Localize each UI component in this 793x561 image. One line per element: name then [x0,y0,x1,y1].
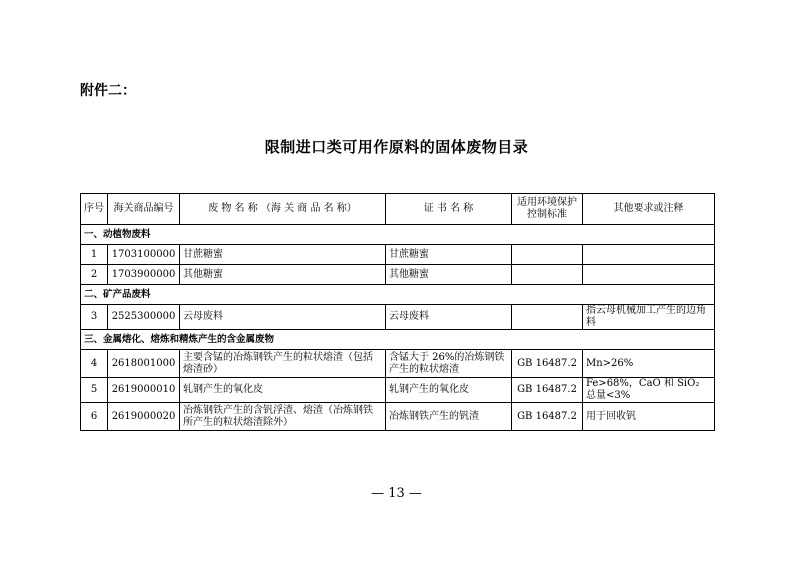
cell-name: 甘蔗糖蜜 [180,245,386,265]
cell-standard: GB 16487.2 [512,378,583,403]
cell-seq: 2 [81,265,108,285]
table-row [81,245,715,265]
header-cert: 证 书 名 称 [386,194,512,225]
attachment-label: 附件二： [80,83,136,99]
header-standard: 适用环境保护控制标准 [512,194,583,225]
cell-code: 2525300000 [108,305,180,330]
cell-cert: 云母废料 [386,305,512,330]
cell-seq: 4 [81,350,108,378]
waste-catalog-table [80,193,715,431]
section-title: 一、动植物废料 [81,225,715,245]
page-number: — 13 — [371,486,422,501]
header-code: 海关商品编号 [108,194,180,225]
cell-name: 其他糖蜜 [180,265,386,285]
section-row [81,225,715,245]
page-title: 限制进口类可用作原料的固体废物目录 [264,138,529,156]
cell-name: 云母废料 [180,305,386,330]
cell-cert: 冶炼钢铁产生的钒渣 [386,403,512,431]
section-title: 三、金属熔化、熔炼和精炼产生的含金属废物 [81,330,715,350]
cell-code: 2619000010 [108,378,180,403]
table-row [81,350,715,378]
cell-seq: 3 [81,305,108,330]
cell-standard: GB 16487.2 [512,350,583,378]
cell-standard [512,265,583,285]
cell-cert: 其他糖蜜 [386,265,512,285]
cell-seq: 1 [81,245,108,265]
cell-notes: 指云母机械加工产生的边角料 [583,305,715,330]
cell-notes [583,245,715,265]
header-notes: 其他要求或注释 [583,194,715,225]
section-title: 二、矿产品废料 [81,285,715,305]
cell-code: 1703100000 [108,245,180,265]
cell-standard [512,245,583,265]
cell-notes: Mn>26% [583,350,715,378]
cell-seq: 5 [81,378,108,403]
cell-standard: GB 16487.2 [512,403,583,431]
cell-cert: 甘蔗糖蜜 [386,245,512,265]
table-row [81,378,715,403]
header-seq: 序号 [81,194,108,225]
cell-name: 轧钢产生的氧化皮 [180,378,386,403]
table-row [81,403,715,431]
cell-code: 1703900000 [108,265,180,285]
section-row [81,285,715,305]
section-row [81,330,715,350]
cell-seq: 6 [81,403,108,431]
cell-standard [512,305,583,330]
cell-notes [583,265,715,285]
cell-notes: Fe>68%，CaO 和 SiO₂ 总量<3% [583,378,715,403]
cell-cert: 轧钢产生的氧化皮 [386,378,512,403]
header-name: 废 物 名 称 （海 关 商 品 名 称） [180,194,386,225]
cell-name: 主要含锰的冶炼钢铁产生的粒状熔渣（包括熔渣砂） [180,350,386,378]
cell-cert: 含锰大于 26%的冶炼钢铁产生的粒状熔渣 [386,350,512,378]
cell-name: 冶炼钢铁产生的含钒浮渣、熔渣（冶炼钢铁所产生的粒状熔渣除外） [180,403,386,431]
cell-notes: 用于回收钒 [583,403,715,431]
table-row [81,305,715,330]
cell-code: 2619000020 [108,403,180,431]
table-row [81,265,715,285]
table-header-row [81,194,715,225]
cell-code: 2618001000 [108,350,180,378]
